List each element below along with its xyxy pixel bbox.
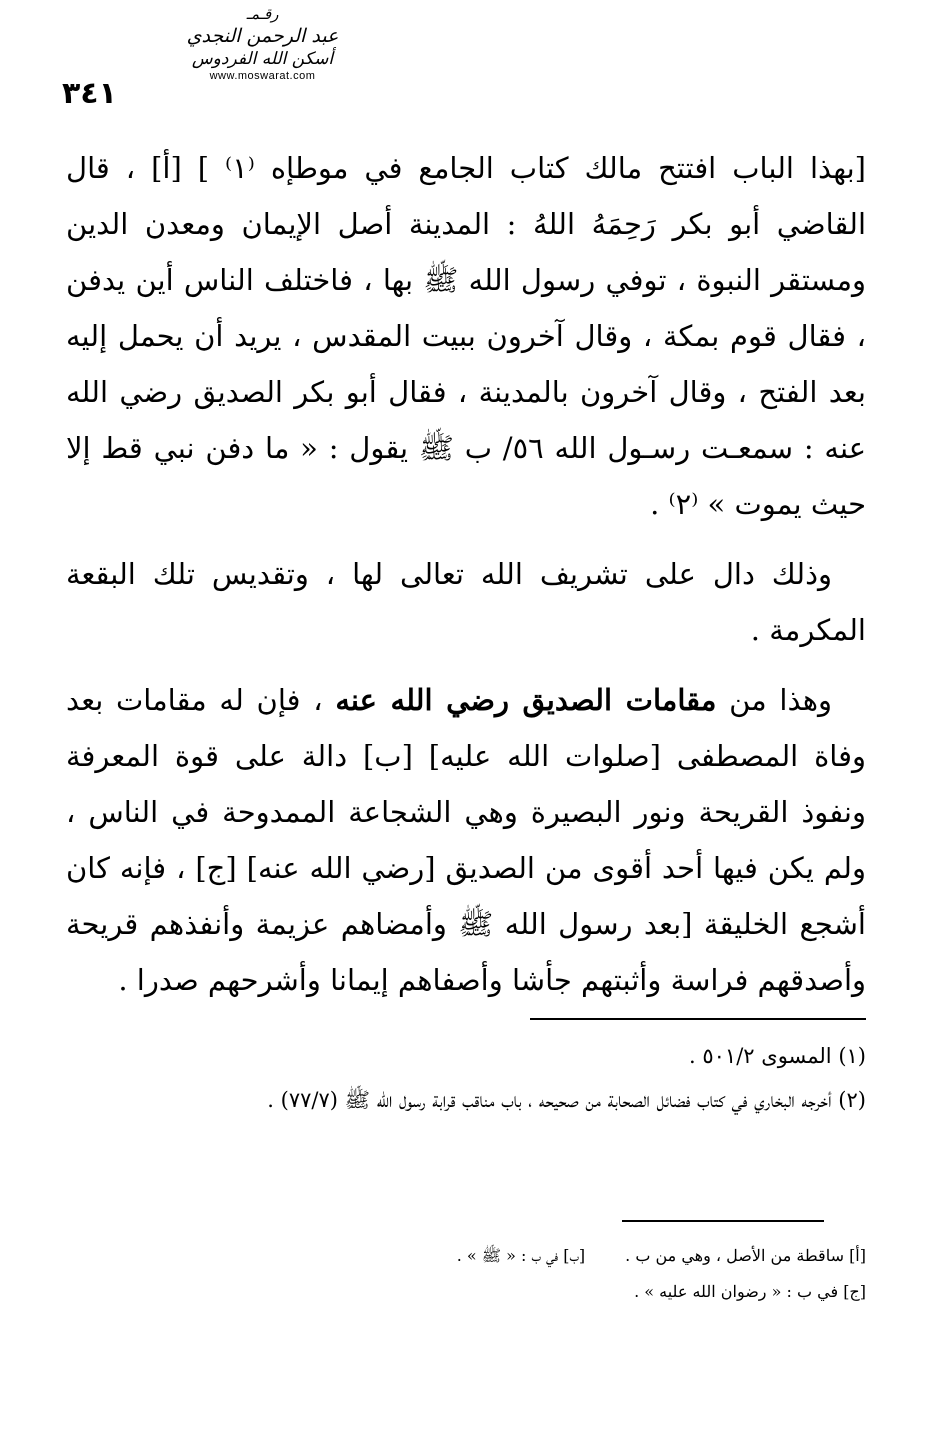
paragraph-2: وذلك دال على تشريف الله تعالى لها ، وتقديس تلك البقعة المكرمة .	[66, 557, 866, 647]
stamp-line-3: أسكن الله الفردوس	[191, 49, 334, 69]
stamp-line-2: عبد الرحمن النجدي	[186, 25, 339, 47]
paragraph-3	[66, 672, 866, 1008]
paragraph-3-lead: وهذا من	[729, 683, 833, 717]
main-text	[66, 140, 866, 1022]
notes-row-2	[300, 1274, 866, 1310]
notes-divider	[622, 1220, 824, 1222]
paragraph-3-rest: ، فإن له مقامات بعد وفاة المصطفى [صلوات الله عليه] [ب] دالة على قوة المعرفة ونفوذ القريحة ونور البصيرة وهي الشجاعة الممدوحة في الناس ، ولم يكن فيها أحد أقوى من الصديق [رضي الله عنه] [ج] ، فإنه كان أشجع الخليقة [بعد رسول الله ﷺ وأمضاهم عزيمة وأنفذهم قريحة وأصدقهم فراسة وأثبتهم جأشا وأصفاهم إيمانا وأشرحهم صدرا .	[66, 683, 866, 997]
notes-row-1	[300, 1238, 866, 1274]
footnote-divider	[530, 1018, 866, 1020]
note-c: [ج] في ب : « رضوان الله عليه » .	[634, 1282, 866, 1301]
stamp-url: www.moswarat.com	[209, 70, 316, 82]
footnotes	[86, 1036, 866, 1124]
note-b: [ب] في ب : « ﷺ » .	[456, 1246, 586, 1265]
variant-notes	[300, 1238, 866, 1310]
stamp-line-1: رقـمـ	[246, 5, 279, 23]
footnote-2: (٢) أخرجه البخاري في كتاب فضائل الصحابة من صحيحه ، باب مناقب قرابة رسول الله ﷺ (٧٧/٧) .	[267, 1088, 866, 1112]
footnote-1: (١) المسوى ٥٠١/٢ .	[689, 1044, 866, 1068]
watermark-stamp	[150, 4, 375, 94]
note-a: [أ] ساقطة من الأصل ، وهي من ب .	[625, 1246, 866, 1265]
paragraph-1: [بهذا الباب افتتح مالك كتاب الجامع في موطإه ⁽١⁾ ] [أ] ، قال القاضي أبو بكر رَحِمَهُ اللهُ : المدينة أصل الإيمان ومعدن الدين ومستقر النبوة ، توفي رسول الله ﷺ بها ، فاختلف الناس أين يدفن ، فقال قوم بمكة ، وقال آخرون ببيت المقدس ، يريد أن يحمل إليه بعد الفتح ، وقال آخرون بالمدينة ، فقال أبو بكر الصديق رضي الله عنه : سمعـت رسـول الله ٥٦/ ب ﷺ يقول : « ما دفن نبي قط إلا حيث يموت » ⁽٢⁾ .	[66, 151, 867, 521]
page-number: ٣٤١	[62, 76, 117, 111]
paragraph-3-bold: مقامات الصديق رضي الله عنه	[335, 683, 717, 717]
